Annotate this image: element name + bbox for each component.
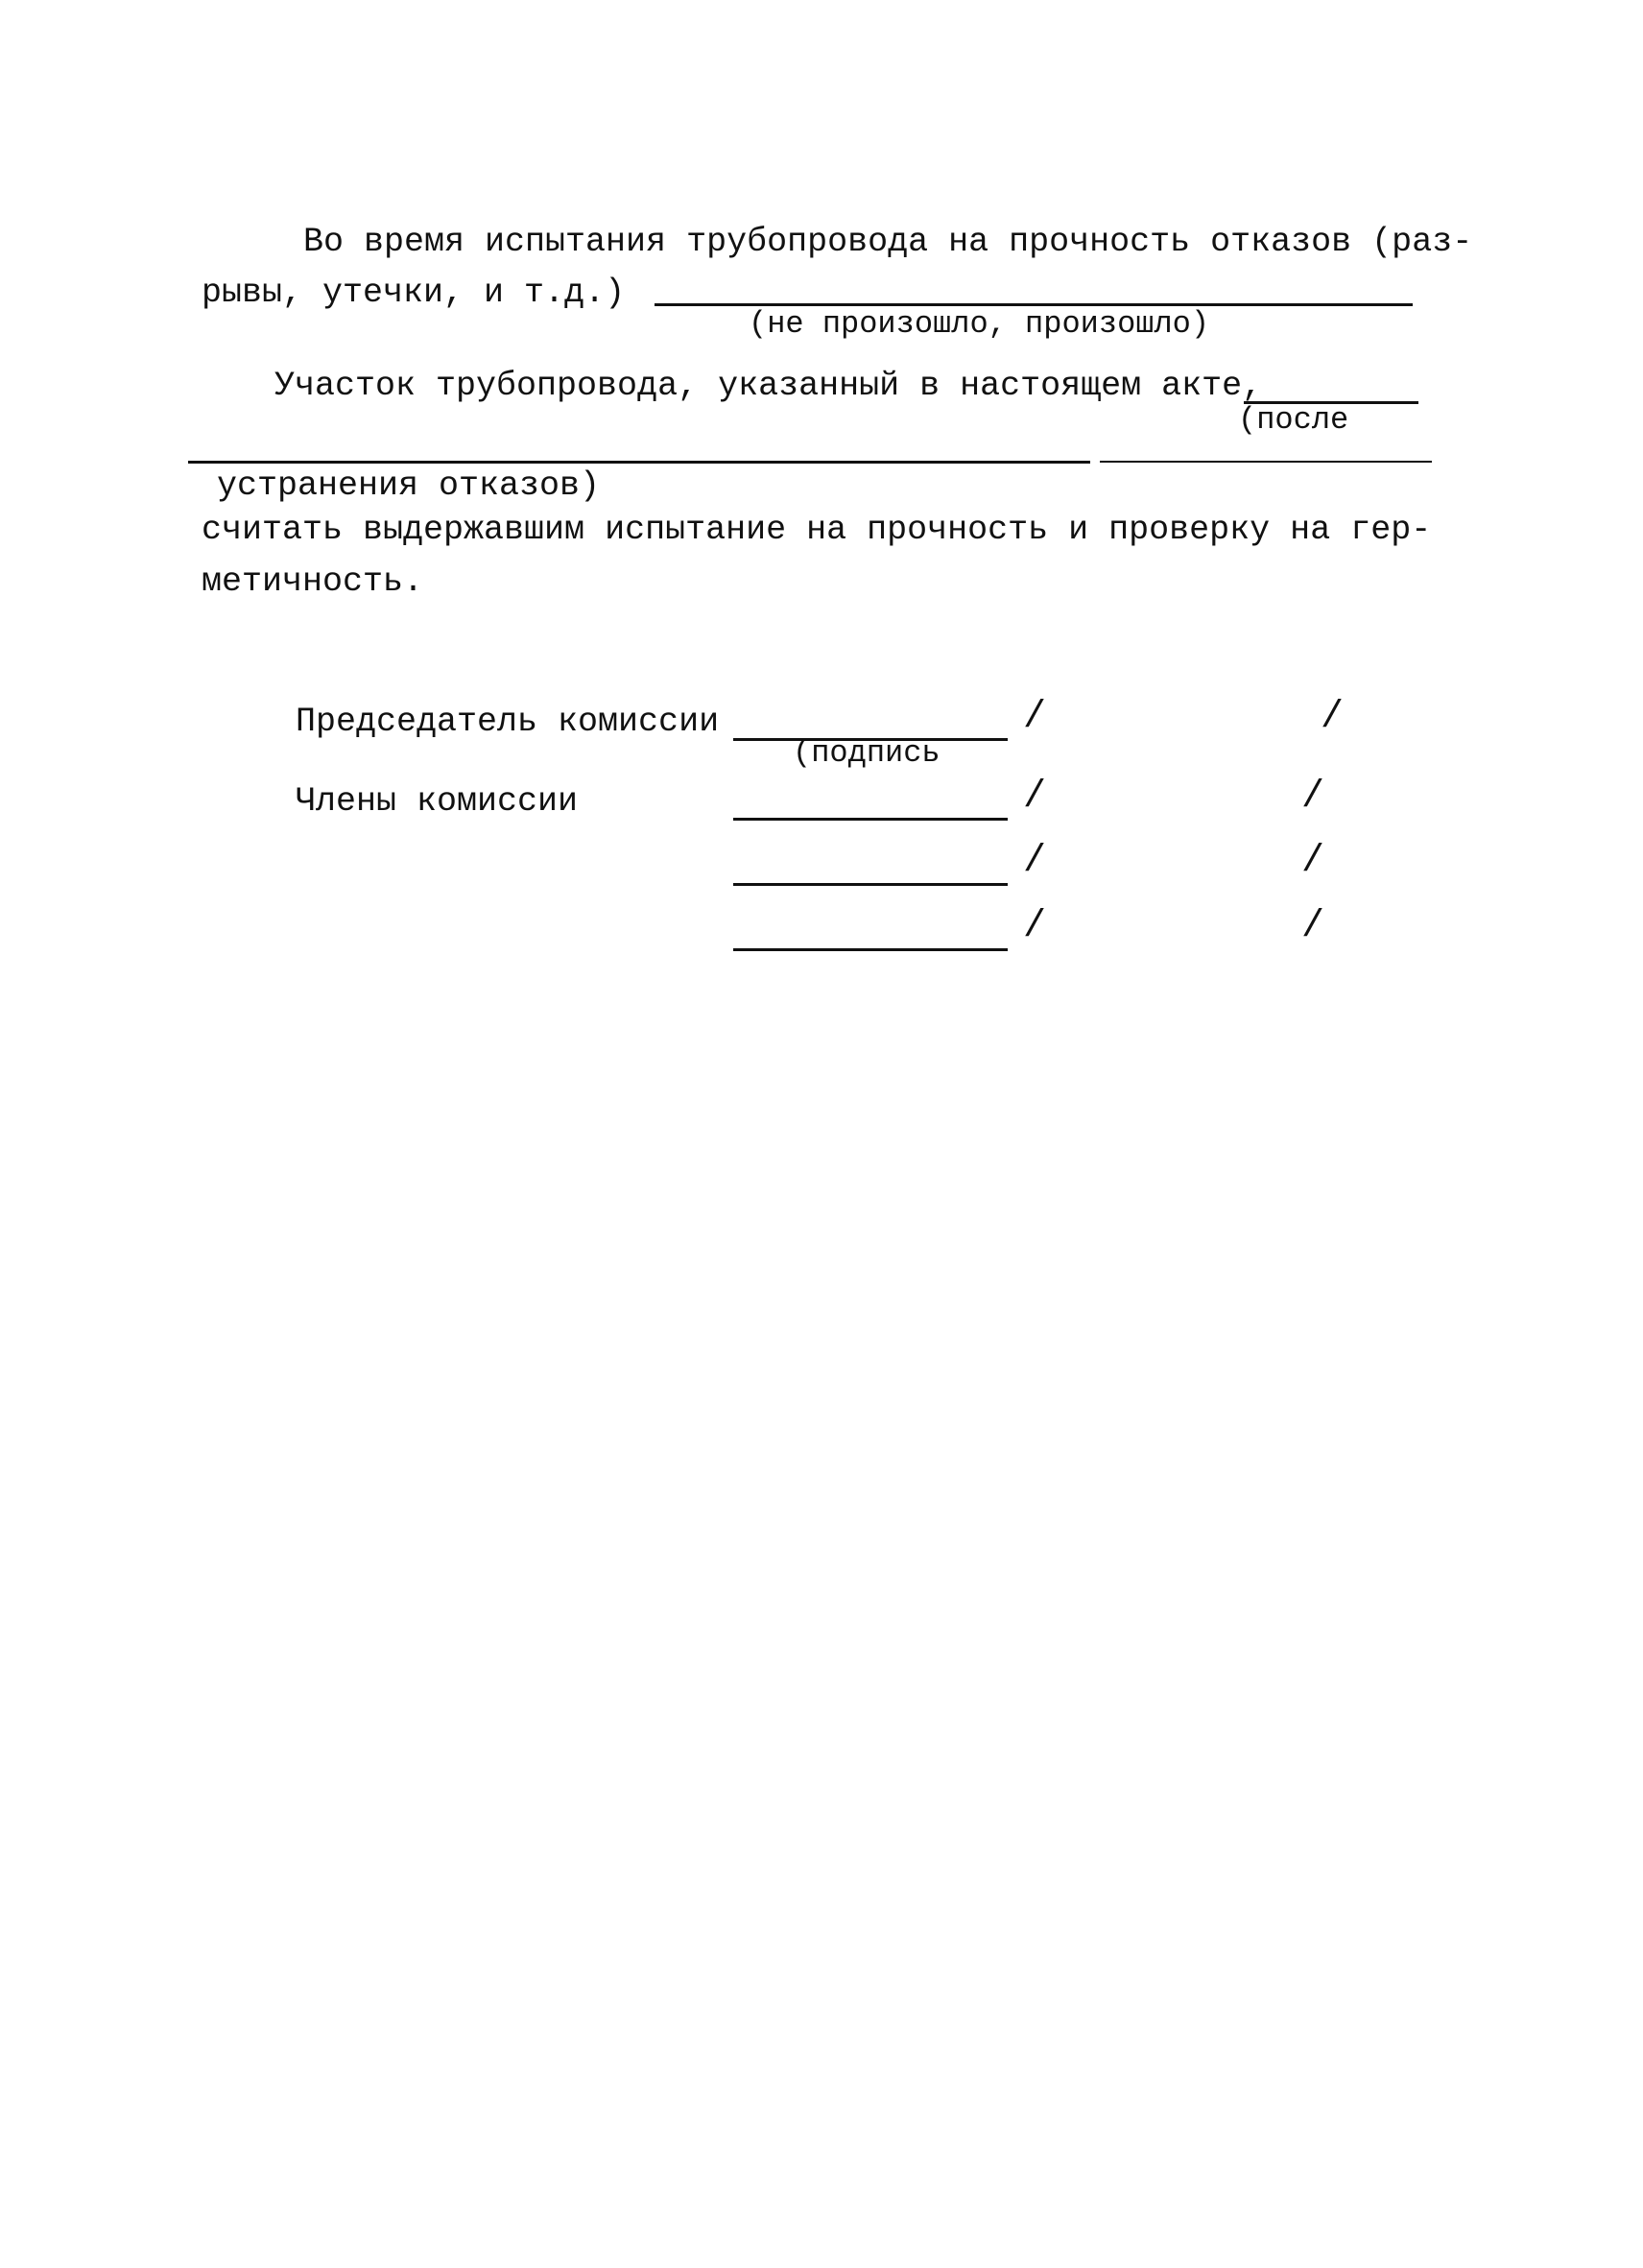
member3-signature-line <box>733 948 1008 951</box>
outcome-caption: (не произошло, произошло) <box>749 306 1210 342</box>
condition-blank-line-left <box>188 461 1090 464</box>
paragraph2-line4: метичность. <box>202 562 424 601</box>
paragraph2-line3: считать выдержавшим испытание на прочность и проверку на гер- <box>202 511 1432 549</box>
member2-separator-2: / <box>1301 840 1325 883</box>
paragraph1-line2: рывы, утечки, и т.д.) <box>202 274 626 312</box>
member1-signature-line <box>733 818 1008 821</box>
after-caption: (после <box>1238 402 1349 438</box>
paragraph1-line1: Во время испытания трубопровода на прочность отказов (раз- <box>303 223 1473 261</box>
member1-separator-2: / <box>1301 776 1325 819</box>
member3-separator-2: / <box>1301 905 1325 948</box>
chairman-separator-1: / <box>1023 696 1047 739</box>
condition-caption: устранения отказов) <box>217 466 601 505</box>
members-label: Члены комиссии <box>296 782 579 821</box>
member1-separator-1: / <box>1023 776 1047 819</box>
signature-caption: (подпись <box>793 735 941 771</box>
chairman-label: Председатель комиссии <box>296 703 720 741</box>
member3-separator-1: / <box>1023 905 1047 948</box>
member2-separator-1: / <box>1023 840 1047 883</box>
paragraph2-line1: Участок трубопровода, указанный в настоящем акте, <box>274 367 1263 405</box>
condition-blank-line-right <box>1100 461 1432 463</box>
member2-signature-line <box>733 883 1008 886</box>
chairman-separator-2: / <box>1321 696 1345 739</box>
